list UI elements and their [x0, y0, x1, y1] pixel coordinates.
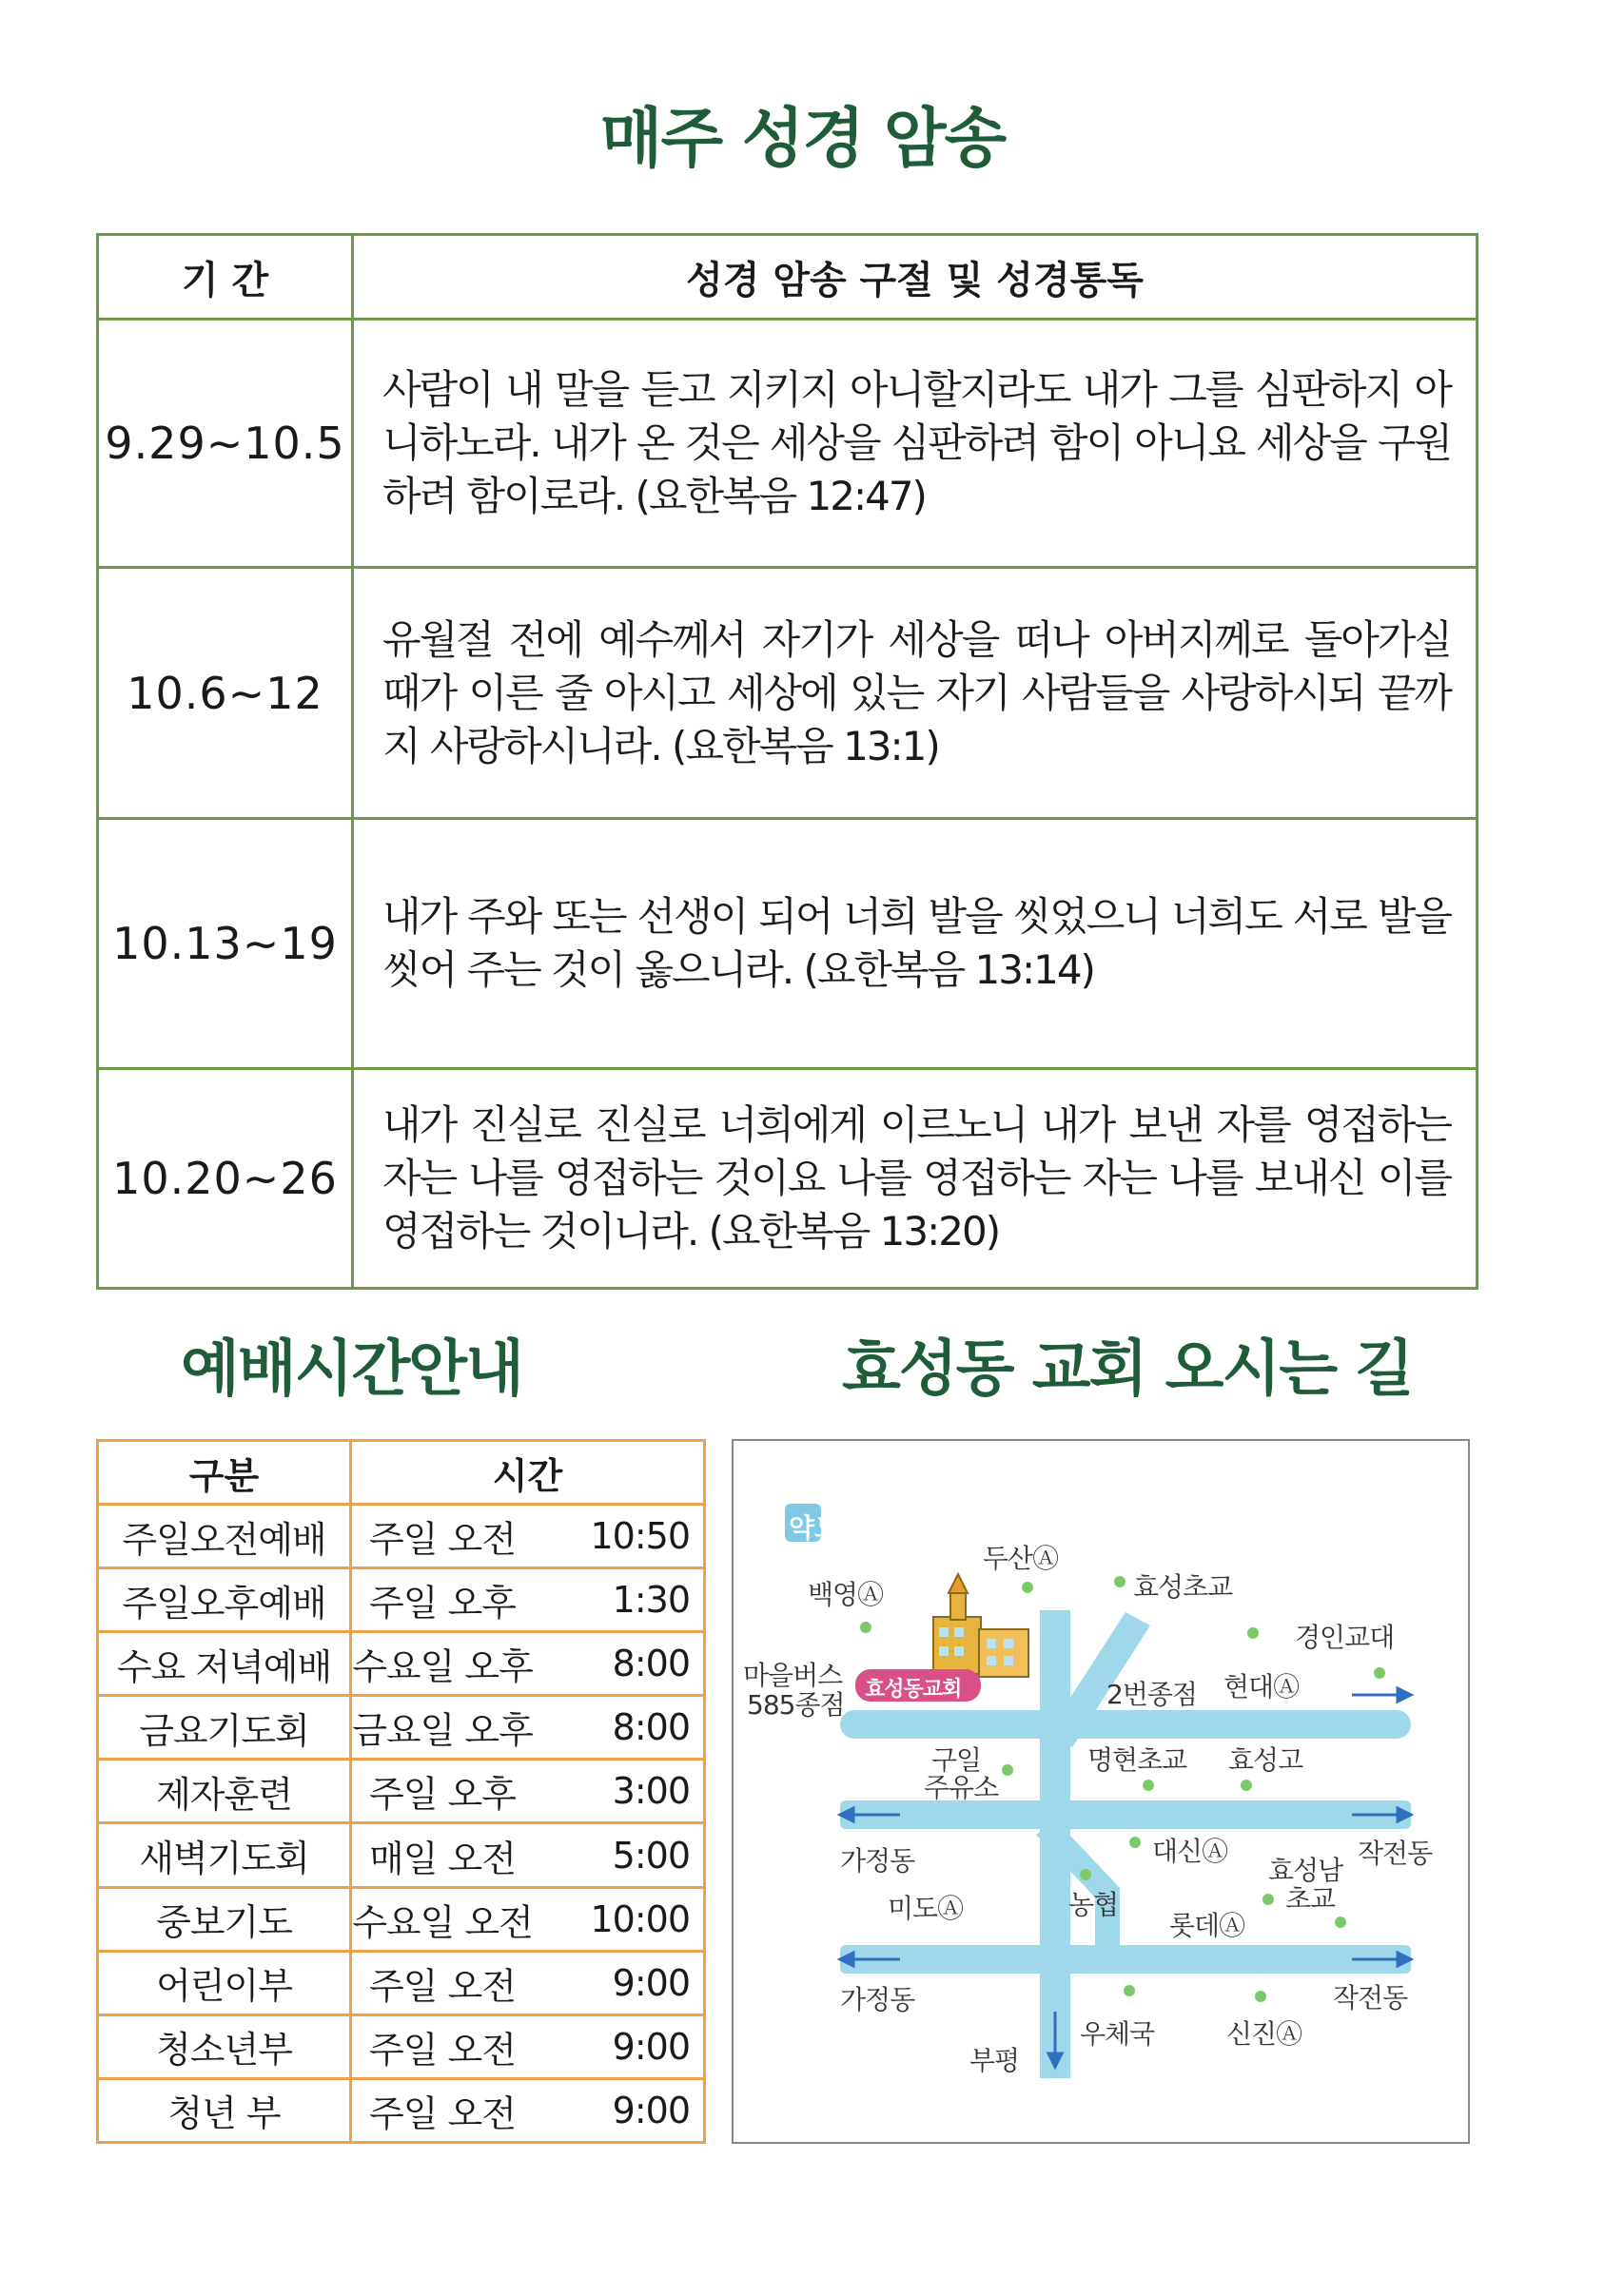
legend-badge-text: 약도	[789, 1512, 841, 1544]
service-clock: 8:00	[612, 1706, 690, 1749]
service-clock: 8:00	[612, 1643, 690, 1685]
worship-section-title: 예배시간안내	[181, 1334, 522, 1405]
map-dot	[1114, 1576, 1125, 1587]
map-dot	[1255, 1991, 1266, 2002]
service-name: 주일오후예배	[98, 1568, 351, 1632]
service-day: 주일 오전	[369, 1518, 516, 1561]
map-label-myeonghyeon: 명현초교	[1087, 1744, 1187, 1776]
table-row	[98, 819, 1478, 1069]
map-label-lotte: 롯데Ⓐ	[1169, 1910, 1245, 1941]
map-label-bus-2: 2번종점	[1106, 1679, 1197, 1710]
map-dot	[1002, 1764, 1013, 1776]
map-label-mido: 미도Ⓐ	[888, 1893, 964, 1924]
table-row	[98, 320, 1478, 568]
verse-section-title: 매주 성경 암송	[599, 102, 1006, 177]
map-dot	[1374, 1667, 1385, 1679]
table-row	[98, 2078, 705, 2142]
map-dot	[1241, 1780, 1252, 1791]
map-dot	[1080, 1869, 1091, 1880]
map-label-old-gas-2: 주유소	[924, 1772, 999, 1803]
service-time	[351, 1568, 705, 1632]
map-dot	[1129, 1837, 1141, 1848]
table-row	[98, 1696, 705, 1760]
service-time	[351, 1632, 705, 1696]
service-day: 매일 오전	[369, 1838, 516, 1879]
service-name: 금요기도회	[98, 1696, 351, 1760]
map-label-old-gas-1: 구일	[931, 1744, 982, 1776]
map-label-doosan: 두산Ⓐ	[983, 1543, 1059, 1574]
map-label-hyoseongnam-1: 효성남	[1268, 1855, 1343, 1886]
service-day: 수요일 오전	[352, 1901, 533, 1944]
period-cell: 10.13~19	[98, 819, 353, 1069]
service-name: 중보기도	[98, 1887, 351, 1951]
service-clock: 9:00	[612, 2025, 690, 2068]
map-label-bupyeong: 부평	[969, 2045, 1020, 2076]
map-label-jakjeon-2: 작전동	[1333, 1982, 1408, 2014]
map-dot	[1143, 1780, 1154, 1791]
map-label-post-office: 우체국	[1080, 2018, 1155, 2050]
worship-table-header	[98, 1441, 705, 1505]
time-header: 시간	[351, 1441, 705, 1505]
map-label-baekyoung: 백영Ⓐ	[808, 1579, 884, 1610]
verse-table	[96, 233, 1478, 1290]
verse-cell: 유월절 전에 예수께서 자기가 세상을 떠나 아버지께로 돌아가실 때가 이른 줄 아시고 세상에 있는 자기 사람들을 사랑하시되 끝까지 사랑하시니라. (요한복음 13:1)	[353, 568, 1478, 819]
service-name: 새벽기도회	[98, 1823, 351, 1887]
service-time	[351, 1823, 705, 1887]
map-label-hyundai: 현대Ⓐ	[1223, 1671, 1300, 1703]
table-row	[98, 2014, 705, 2078]
service-clock: 3:00	[612, 1770, 690, 1813]
service-time	[351, 2014, 705, 2078]
verse-cell: 내가 주와 또는 선생이 되어 너희 발을 씻었으니 너희도 서로 발을 씻어 주는 것이 옳으니라. (요한복음 13:14)	[353, 819, 1478, 1069]
period-cell: 10.6~12	[98, 568, 353, 819]
service-name: 청소년부	[98, 2014, 351, 2078]
table-row	[98, 1887, 705, 1951]
map-dot	[1247, 1627, 1259, 1639]
service-time	[351, 1951, 705, 2014]
map-label-nonghyup: 농협	[1068, 1889, 1119, 1920]
directions-section-title: 효성동 교회 오시는 길	[842, 1334, 1413, 1405]
service-clock: 9:00	[612, 1961, 690, 2004]
table-row	[98, 568, 1478, 819]
table-row	[98, 1760, 705, 1823]
map-label-hyoseong-elem: 효성초교	[1133, 1571, 1233, 1603]
table-row	[98, 1069, 1478, 1289]
map-label-daesin: 대신Ⓐ	[1152, 1836, 1228, 1867]
service-clock: 10:00	[590, 1897, 690, 1940]
map-label-bus-585: 585종점	[747, 1689, 845, 1721]
service-day: 수요일 오후	[352, 1645, 533, 1688]
service-clock: 1:30	[612, 1579, 690, 1622]
service-clock: 10:50	[590, 1515, 690, 1558]
service-day: 주일 오전	[369, 1965, 516, 2008]
map-dot	[1022, 1582, 1033, 1593]
service-day: 주일 오전	[369, 2092, 516, 2135]
map-label-jakjeon-1: 작전동	[1358, 1838, 1433, 1869]
name-header: 구분	[98, 1441, 351, 1505]
map-label-hyoseongnam-2: 초교	[1285, 1883, 1336, 1915]
service-name: 제자훈련	[98, 1760, 351, 1823]
church-building-icon	[933, 1574, 1028, 1677]
service-time	[351, 1760, 705, 1823]
service-time	[351, 2078, 705, 2142]
map-label-gyeongin-univ: 경인교대	[1295, 1622, 1395, 1653]
table-row	[98, 1568, 705, 1632]
map-dot	[1262, 1894, 1274, 1905]
service-time	[351, 1505, 705, 1568]
table-row	[98, 1505, 705, 1568]
service-name: 청년 부	[98, 2078, 351, 2142]
content-header: 성경 암송 구절 및 성경통독	[353, 235, 1478, 320]
table-row	[98, 1951, 705, 2014]
map-dot	[860, 1622, 871, 1633]
map-dot	[1124, 1985, 1135, 1996]
table-row	[98, 1632, 705, 1696]
service-day: 금요일 오후	[352, 1709, 533, 1752]
map-dot	[1335, 1917, 1346, 1928]
directions-map	[732, 1439, 1470, 2144]
service-time	[351, 1887, 705, 1951]
map-label-gajeong-1: 가정동	[840, 1845, 915, 1877]
service-name: 어린이부	[98, 1951, 351, 2014]
map-label-gajeong-2: 가정동	[840, 1984, 915, 2015]
map-label-village-bus: 마을버스	[743, 1660, 843, 1691]
map-label-hyoseong-high: 효성고	[1228, 1744, 1303, 1776]
church-label: 효성동교회	[865, 1678, 962, 1702]
period-cell: 10.20~26	[98, 1069, 353, 1289]
verse-cell: 내가 진실로 진실로 너희에게 이르노니 내가 보낸 자를 영접하는 자는 나를 영접하는 것이요 나를 영접하는 자는 나를 보내신 이를 영접하는 것이니라. (요한복음 13:20)	[353, 1069, 1478, 1289]
service-clock: 5:00	[612, 1834, 690, 1877]
service-day: 주일 오후	[369, 1773, 516, 1816]
service-clock: 9:00	[612, 2089, 690, 2131]
service-name: 주일오전예배	[98, 1505, 351, 1568]
verse-table-header	[98, 235, 1478, 320]
map-label-sinjin: 신진Ⓐ	[1226, 2018, 1302, 2050]
worship-table	[96, 1439, 706, 2144]
service-day: 주일 오전	[369, 2029, 516, 2072]
table-row	[98, 1823, 705, 1887]
service-time	[351, 1696, 705, 1760]
service-day: 주일 오후	[369, 1582, 516, 1625]
service-name: 수요 저녁예배	[98, 1632, 351, 1696]
period-cell: 9.29~10.5	[98, 320, 353, 568]
verse-cell: 사람이 내 말을 듣고 지키지 아니할지라도 내가 그를 심판하지 아니하노라. 내가 온 것은 세상을 심판하려 함이 아니요 세상을 구원하려 함이로라. (요한복음 12:47)	[353, 320, 1478, 568]
period-header: 기 간	[98, 235, 353, 320]
